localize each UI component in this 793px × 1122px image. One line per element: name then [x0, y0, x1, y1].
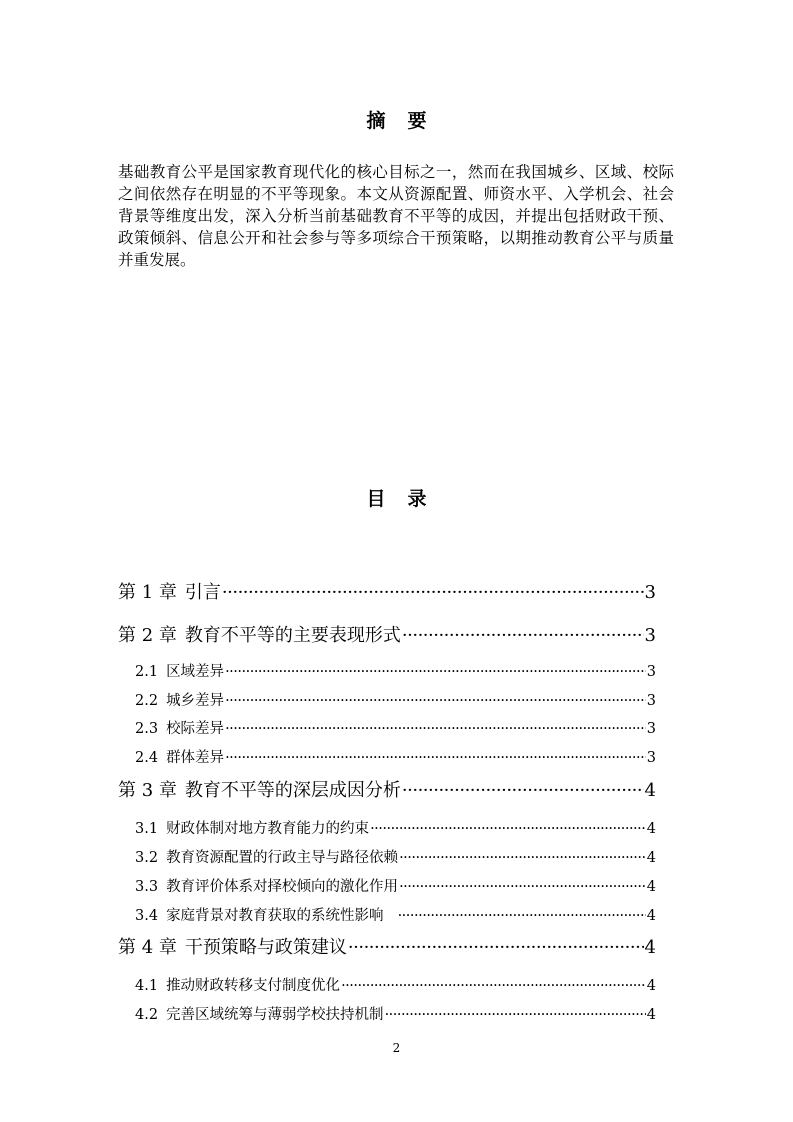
toc-entry-title: 教育资源配置的行政主导与路径依赖 — [166, 850, 399, 866]
toc-entry-2-1[interactable] — [135, 660, 656, 681]
toc-entry-2-4[interactable] — [135, 746, 656, 767]
toc-entry-page: 4 — [646, 978, 656, 994]
toc-entry-number: 第 3 章 — [118, 780, 177, 801]
toc-leader — [398, 908, 646, 924]
toc-entry-number: 2.4 — [135, 750, 159, 766]
abstract-heading: 摘要 — [366, 110, 449, 132]
toc-leader — [399, 879, 646, 895]
abstract-body: 基础教育公平是国家教育现代化的核心目标之一，然而在我国城乡、区域、校际之间依然存在明显的不平等现象。本文从资源配置、师资水平、入学机会、社会背景等维度出发，深入分析当前基础教育不平等的成因，并提出包括财政干预、政策倾斜、信息公开和社会参与等多项综合干预策略，以期推动教育公平与质量并重发展。 — [118, 163, 674, 269]
toc-entry-ch2[interactable] — [118, 621, 656, 647]
toc-entry-number: 4.1 — [135, 978, 159, 994]
toc-entry-number: 4.2 — [135, 1007, 159, 1023]
toc-entry-page: 3 — [644, 582, 656, 603]
toc-leader — [225, 750, 646, 766]
toc-leader — [225, 693, 646, 709]
toc-entry-number: 3.2 — [135, 850, 159, 866]
toc-entry-title: 完善区域统筹与薄弱学校扶持机制 — [166, 1007, 384, 1023]
toc-entry-page: 4 — [646, 821, 656, 837]
toc-entry-number: 2.1 — [135, 664, 159, 680]
toc-leader — [341, 978, 646, 994]
toc-entry-page: 4 — [646, 850, 656, 866]
toc-heading: 目录 — [366, 488, 449, 510]
toc-entry-2-3[interactable] — [135, 717, 656, 738]
toc-entry-page: 4 — [646, 879, 656, 895]
toc-entry-page: 3 — [644, 625, 656, 646]
toc-leader — [222, 582, 644, 603]
toc-entry-title: 家庭背景对教育获取的系统性影响 — [166, 908, 384, 924]
toc-entry-number: 3.1 — [135, 821, 159, 837]
toc-entry-2-2[interactable] — [135, 689, 656, 710]
toc-entry-page: 3 — [646, 721, 656, 737]
toc-entry-title: 教育评价体系对择校倾向的激化作用 — [166, 879, 399, 895]
toc-leader — [402, 625, 644, 646]
toc-leader — [225, 664, 646, 680]
toc-entry-ch1[interactable] — [118, 578, 656, 604]
toc-entry-ch3[interactable] — [118, 776, 656, 802]
toc-entry-title: 引言 — [184, 582, 221, 603]
toc-leader — [399, 850, 646, 866]
page-number: 2 — [392, 1041, 401, 1055]
toc-entry-title: 财政体制对地方教育能力的约束 — [166, 821, 370, 837]
toc-entry-number: 3.3 — [135, 879, 159, 895]
toc-entry-title: 区域差异 — [166, 664, 225, 680]
toc-entry-3-3[interactable] — [135, 875, 656, 896]
toc-leader — [402, 780, 644, 801]
toc-entry-page: 4 — [646, 908, 656, 924]
toc-entry-4-1[interactable] — [135, 974, 656, 995]
toc-entry-title: 群体差异 — [166, 750, 225, 766]
toc-entry-title: 教育不平等的深层成因分析 — [184, 780, 401, 801]
toc-entry-number: 第 2 章 — [118, 625, 177, 646]
toc-entry-page: 3 — [646, 664, 656, 680]
toc-entry-page: 3 — [646, 693, 656, 709]
toc-entry-number: 2.3 — [135, 721, 159, 737]
toc-leader — [348, 937, 644, 958]
toc-entry-title: 推动财政转移支付制度优化 — [166, 978, 341, 994]
toc-leader — [225, 721, 646, 737]
toc-entry-page: 3 — [646, 750, 656, 766]
toc-entry-number: 2.2 — [135, 693, 159, 709]
toc-entry-3-1[interactable] — [135, 817, 656, 838]
toc-entry-title: 干预策略与政策建议 — [184, 937, 347, 958]
toc-entry-number: 第 4 章 — [118, 937, 177, 958]
toc-entry-title: 教育不平等的主要表现形式 — [184, 625, 401, 646]
toc-entry-3-2[interactable] — [135, 846, 656, 867]
toc-entry-title: 校际差异 — [166, 721, 225, 737]
toc-entry-page: 4 — [644, 780, 656, 801]
toc-entry-title: 城乡差异 — [166, 693, 225, 709]
toc-entry-page: 4 — [646, 1007, 656, 1023]
toc-leader — [385, 1007, 646, 1023]
toc-entry-4-2[interactable] — [135, 1003, 656, 1024]
toc-entry-number: 第 1 章 — [118, 582, 177, 603]
toc-entry-number: 3.4 — [135, 908, 159, 924]
toc-entry-ch4[interactable] — [118, 933, 656, 959]
toc-entry-3-4[interactable] — [135, 904, 656, 925]
toc-entry-page: 4 — [644, 937, 656, 958]
toc-leader — [370, 821, 646, 837]
